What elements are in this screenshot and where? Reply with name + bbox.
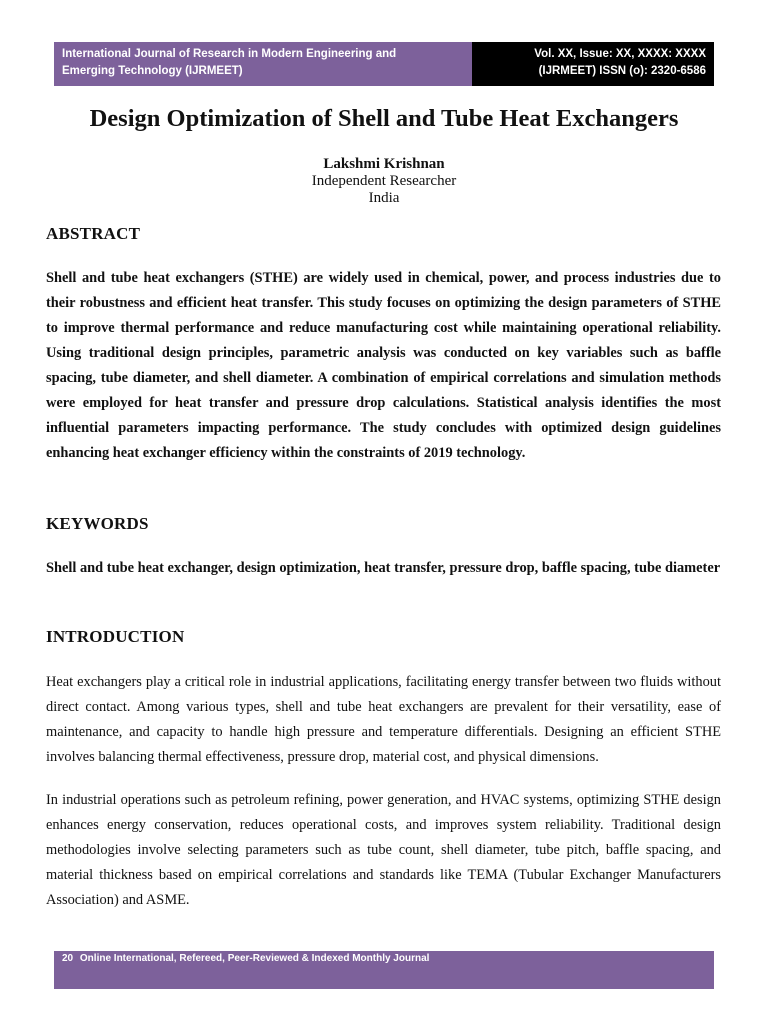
journal-name-line2: Emerging Technology (IJRMEET) [62,65,243,77]
paper-title: Design Optimization of Shell and Tube Heat Exchangers [89,105,679,132]
keywords-text: Shell and tube heat exchanger, design optimization, heat transfer, pressure drop, baffle spacing, tube diameter [46,560,721,576]
issue-info-banner [472,42,714,86]
footer-journal-text: Online International, Refereed, Peer-Reviewed & Indexed Monthly Journal [79,953,430,964]
journal-footer [54,951,714,989]
keywords-heading: KEYWORDS [46,514,149,533]
introduction-heading: INTRODUCTION [46,627,185,646]
author-name: Lakshmi Krishnan [323,156,445,172]
author-affiliation: Independent Researcher [311,173,457,189]
abstract-heading: ABSTRACT [46,224,141,243]
issue-volume: Vol. XX, Issue: XX, XXXX: XXXX [534,48,706,60]
journal-name-banner [54,42,472,86]
introduction-paragraph-2: In industrial operations such as petroleum refining, power generation, and HVAC systems, optimizing STHE design enhances energy conservation, reduces operational costs, and improves system reliability. Traditional design methodologies involve selecting parameters such as tube count, shell diameter, tube pitch, baffle spacing, and material thickness based on empirical correlations and standards like TEMA (Tubular Exchanger Manufacturers Association) and ASME. [46,792,721,908]
introduction-paragraph-1: Heat exchangers play a critical role in industrial applications, facilitating energy transfer between two fluids without direct contact. Among various types, shell and tube heat exchangers are prevalent for their versatility, ease of maintenance, and capacity to handle high pressure and temperature differentials. Designing an efficient STHE involves balancing thermal effectiveness, pressure drop, material cost, and physical dimensions. [46,674,721,765]
page-number: 20 [62,953,74,964]
abstract-text: Shell and tube heat exchangers (STHE) are widely used in chemical, power, and process industries due to their robustness and efficient heat transfer. This study focuses on optimizing the design parameters of STHE to improve thermal performance and reduce manufacturing cost while maintaining operational reliability. Using traditional design principles, parametric analysis was conducted on key variables such as baffle spacing, tube diameter, and shell diameter. A combination of empirical correlations and simulation methods were employed for heat transfer and pressure drop calculations. Statistical analysis identifies the most influential parameters impacting performance. The study concludes with optimized design guidelines enhancing heat exchanger efficiency within the constraints of 2019 technology. [46,270,721,461]
author-country: India [368,190,400,206]
journal-header [54,42,714,86]
issn-line: (IJRMEET) ISSN (o): 2320-6586 [538,65,706,77]
author-block [0,156,768,207]
journal-name-line1: International Journal of Research in Modern Engineering and [62,48,397,60]
